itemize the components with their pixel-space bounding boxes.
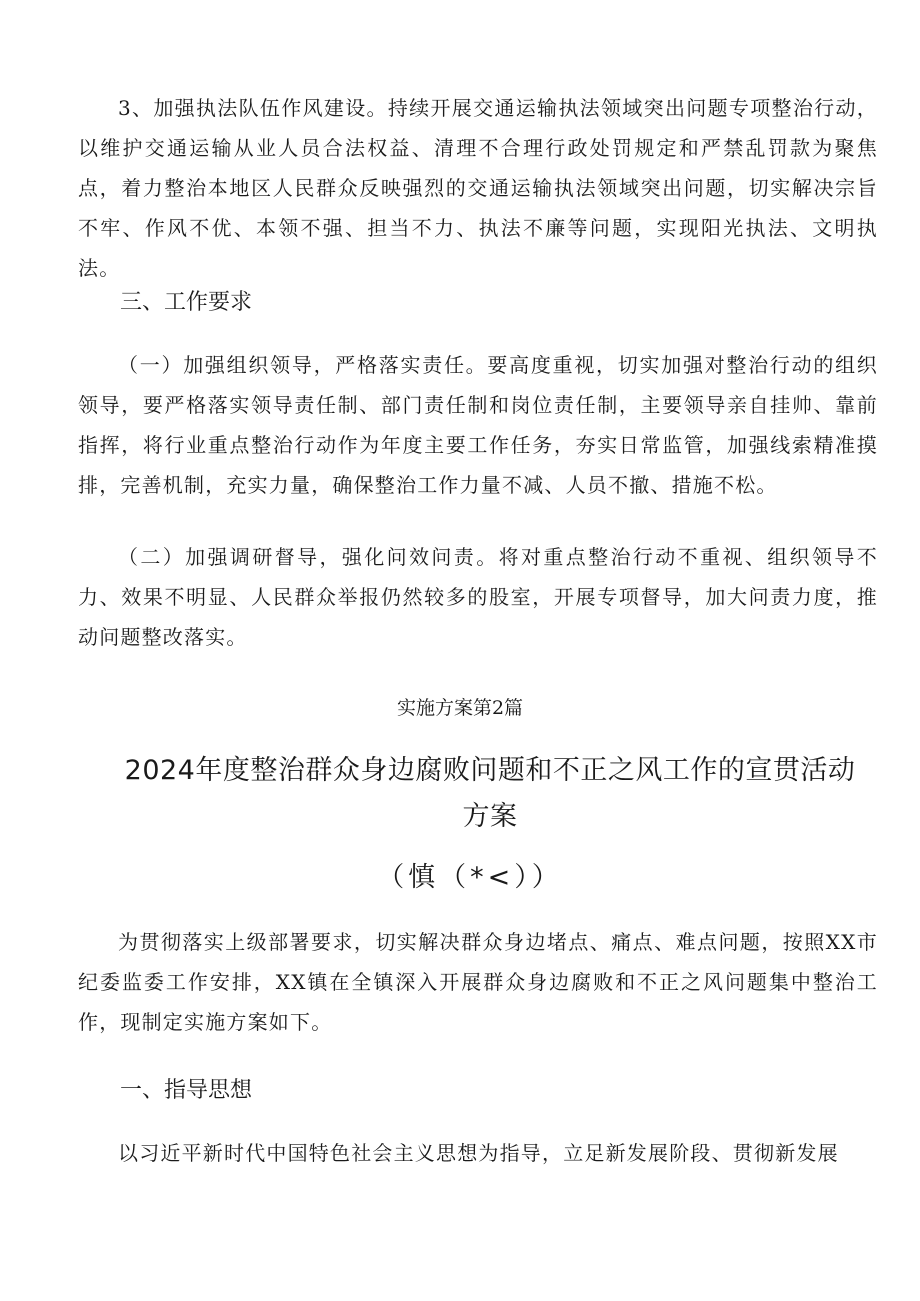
- heading-work-requirements: 三、工作要求: [120, 290, 253, 315]
- part-label: 实施方案第2篇: [396, 697, 524, 719]
- heading-guiding-ideology: 一、指导思想: [120, 1078, 253, 1103]
- document-title: 2024年度整治群众身边腐败问题和不正之风工作的宣贯活动方案: [124, 755, 856, 832]
- paragraph-guiding-ideology: 以习近平新时代中国特色社会主义思想为指导，立足新发展阶段、贯彻新发展: [118, 1141, 839, 1165]
- paragraph-introduction: 为贯彻落实上级部署要求，切实解决群众身边堵点、痛点、难点问题，按照XX市纪委监委工作安排，XX镇在全镇深入开展群众身边腐败和不正之风问题集中整治工作，现制定实施方案如下。: [78, 930, 878, 1034]
- paragraph-requirement-2: （二）加强调研督导，强化问效问责。将对重点整治行动不重视、组织领导不力、效果不明显、人民群众举报仍然较多的股室，开展专项督导，加大问责力度，推动问题整改落实。: [78, 545, 878, 649]
- paragraph-requirement-1: （一）加强组织领导，严格落实责任。要高度重视，切实加强对整治行动的组织领导，要严格落实领导责任制、部门责任制和岗位责任制，主要领导亲自挂帅、靠前指挥，将行业重点整治行动作为年度主要工作任务，夯实日常监管，加强线索精准摸排，完善机制，充实力量，确保整治工作力量不减、人员不撤、措施不松。: [78, 353, 878, 497]
- document-subtitle: （慎（*<））: [377, 862, 563, 893]
- paragraph-enforcement-team: 3、加强执法队伍作风建设。持续开展交通运输执法领域突出问题专项整治行动，以维护交通运输从业人员合法权益、清理不合理行政处罚规定和严禁乱罚款为聚焦点，着力整治本地区人民群众反映强烈的交通运输执法领域突出问题，切实解决宗旨不牢、作风不优、本领不强、担当不力、执法不廉等问题，实现阳光执法、文明执法。: [78, 96, 878, 280]
